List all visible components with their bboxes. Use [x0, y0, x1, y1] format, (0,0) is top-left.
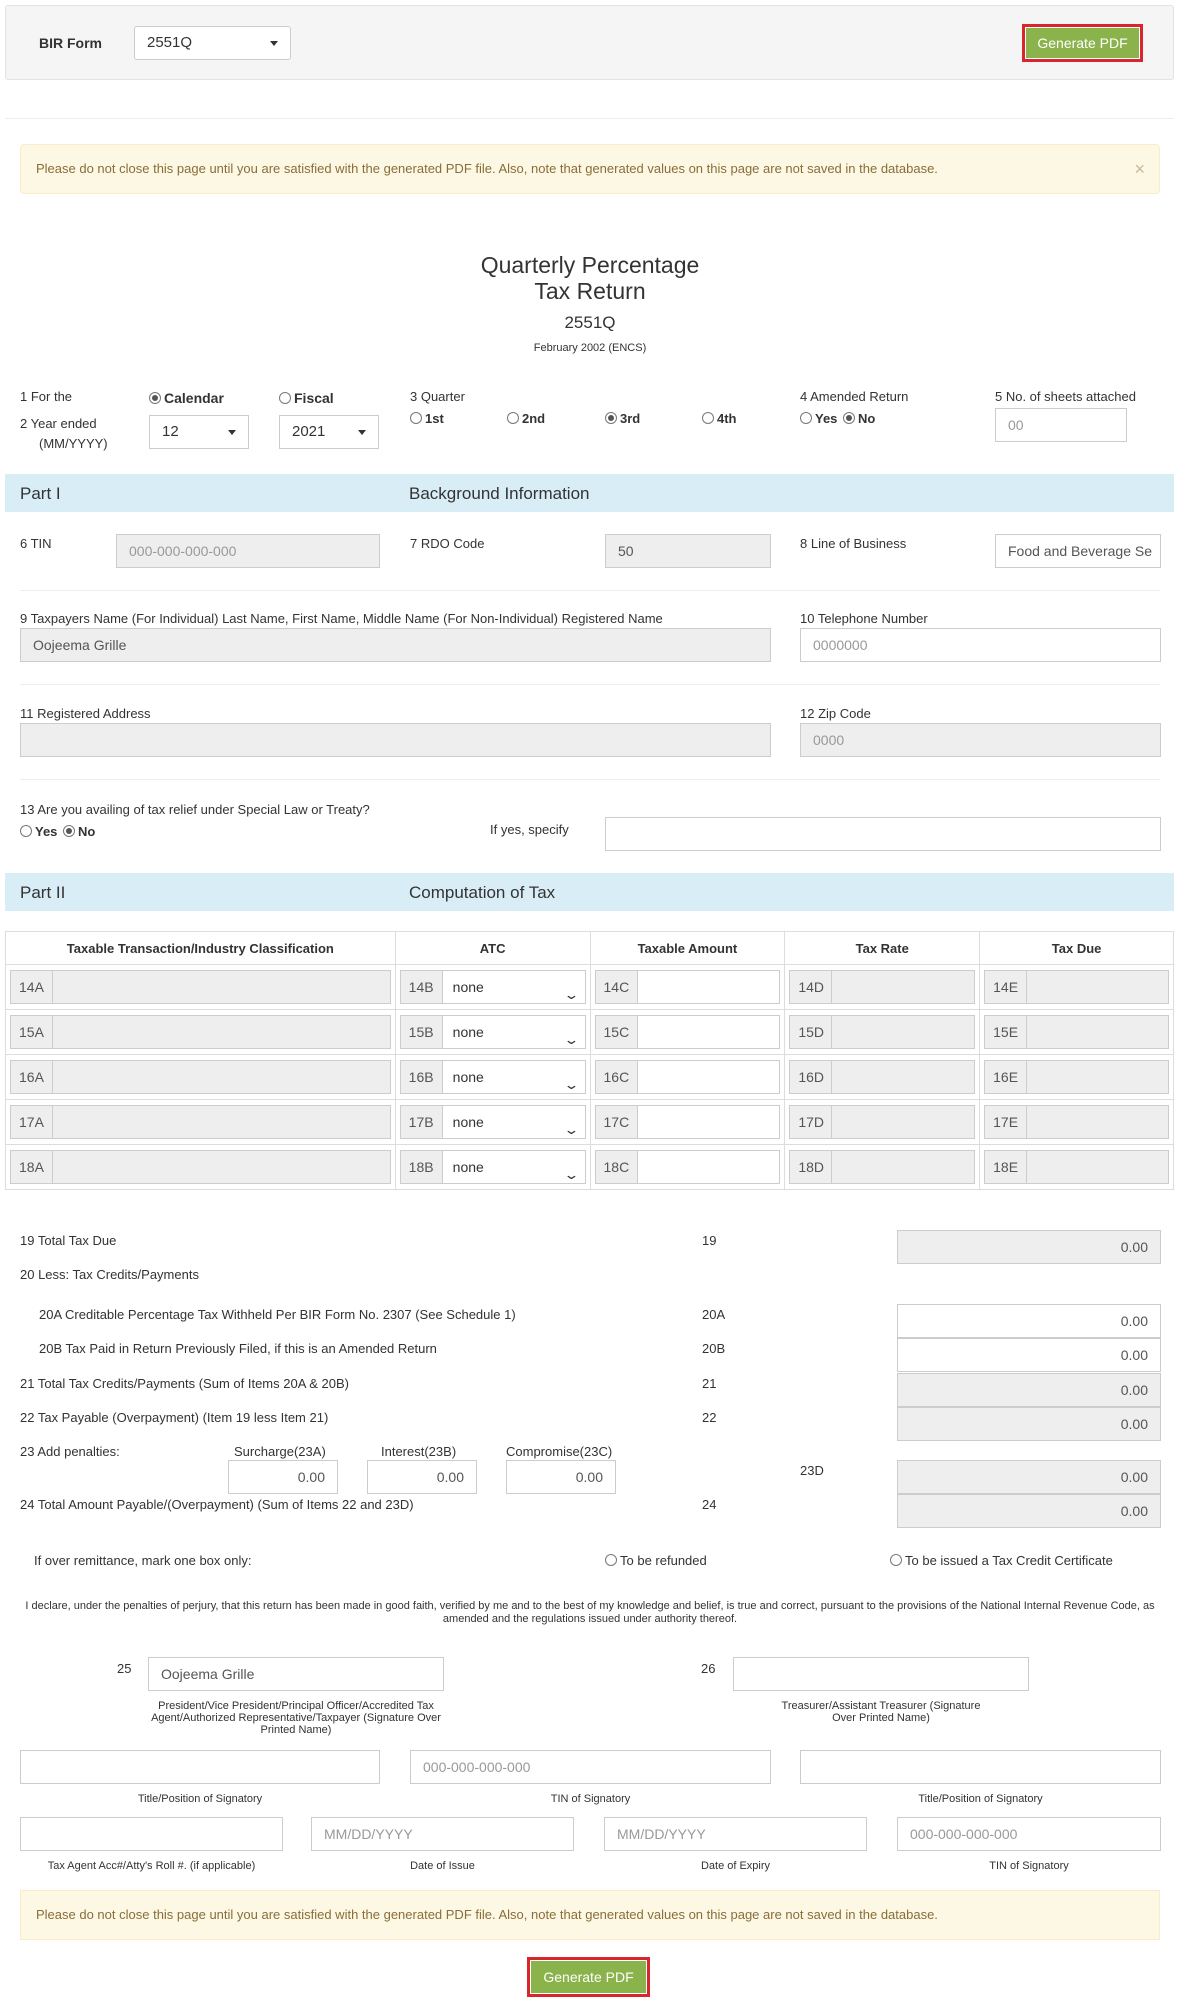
amended-return-label: 4 Amended Return	[800, 389, 909, 404]
sheets-input[interactable]: 00	[995, 408, 1127, 442]
item-code: 17E	[985, 1106, 1027, 1138]
total-tax-due-input[interactable]: 0.00	[897, 1230, 1161, 1264]
generate-pdf-button-bottom[interactable]: Generate PDF	[527, 1957, 650, 1997]
radio-checked-icon	[843, 412, 855, 424]
part1-title: Background Information	[409, 484, 590, 503]
item-code: 16B	[401, 1061, 443, 1093]
item-code: 18A	[11, 1151, 53, 1183]
table-row	[6, 1145, 1174, 1190]
part2-header	[5, 873, 1174, 911]
tax-due-input[interactable]	[1027, 1106, 1168, 1138]
yes-label: Yes	[815, 411, 838, 426]
taxable-amount-field[interactable]	[595, 970, 781, 1004]
chevron-down-icon: ⌄	[562, 1032, 580, 1047]
atc-select[interactable]	[443, 971, 585, 1003]
classification-input[interactable]	[53, 1151, 390, 1183]
quarter-3rd-radio[interactable]	[605, 411, 640, 426]
rdo-label: 7 RDO Code	[410, 536, 485, 551]
interest-label: Interest(23B)	[381, 1444, 457, 1459]
radio-icon	[702, 412, 714, 424]
year-format-label: (MM/YYYY)	[39, 436, 108, 451]
taxable-amount-field[interactable]	[595, 1150, 781, 1184]
item-code: 16A	[11, 1061, 53, 1093]
tcc-label: To be issued a Tax Credit Certificate	[905, 1553, 1113, 1568]
compromise-label: Compromise(23C)	[506, 1444, 613, 1459]
radio-icon	[279, 392, 291, 404]
item-24-number: 24	[702, 1497, 717, 1512]
item-20b-input[interactable]: 0.00	[897, 1338, 1161, 1372]
tax-due-field[interactable]	[984, 1015, 1169, 1049]
tax-rate-field[interactable]	[789, 1150, 975, 1184]
item-21-label: 21 Total Tax Credits/Payments (Sum of Items 20A & 20B)	[20, 1376, 350, 1391]
item-24-label: 24 Total Amount Payable/(Overpayment) (Sum of Items 22 and 23D)	[20, 1497, 414, 1512]
atc-value: none	[452, 1114, 484, 1130]
col-header-taxable-amount: Taxable Amount	[590, 932, 785, 965]
item-20a-number: 20A	[702, 1307, 726, 1322]
refund-radio[interactable]	[605, 1553, 707, 1568]
item-code: 17D	[790, 1106, 832, 1138]
atc-value: none	[452, 979, 484, 995]
divider	[20, 779, 1160, 780]
item-code: 14C	[596, 971, 638, 1003]
title-position-input-1[interactable]	[20, 1750, 380, 1784]
title-position-caption-2: Title/Position of Signatory	[918, 1793, 1043, 1805]
interest-input[interactable]: 0.00	[367, 1460, 477, 1494]
item-25-number: 25	[117, 1661, 132, 1676]
bir-form-value: 2551Q	[147, 34, 193, 51]
atc-select[interactable]	[443, 1106, 585, 1138]
atc-select[interactable]	[443, 1061, 585, 1093]
atc-select[interactable]	[443, 1151, 585, 1183]
item-code: 16C	[596, 1061, 638, 1093]
chevron-down-icon: ⌄	[562, 987, 580, 1002]
col-header-atc: ATC	[395, 932, 590, 965]
surcharge-input[interactable]: 0.00	[228, 1460, 338, 1494]
taxable-amount-field[interactable]	[595, 1060, 781, 1094]
tax-due-input[interactable]	[1027, 1016, 1168, 1048]
radio-icon	[410, 412, 422, 424]
taxable-amount-input[interactable]	[638, 1061, 780, 1093]
amended-yes-radio[interactable]	[800, 411, 837, 426]
tax-due-field[interactable]	[984, 1105, 1169, 1139]
col-header-tax-rate: Tax Rate	[785, 932, 980, 965]
item-code: 15E	[985, 1016, 1027, 1048]
sheets-label: 5 No. of sheets attached	[995, 389, 1136, 404]
radio-icon	[507, 412, 519, 424]
item-code: 18C	[596, 1151, 638, 1183]
line-of-business-input[interactable]: Food and Beverage Se	[995, 534, 1161, 568]
telephone-input[interactable]: 0000000	[800, 628, 1161, 662]
generate-pdf-button[interactable]: Generate PDF	[1022, 24, 1143, 62]
table-row	[6, 1100, 1174, 1145]
date-expiry-caption: Date of Expiry	[700, 1860, 771, 1872]
classification-input[interactable]	[53, 1016, 390, 1048]
compromise-input[interactable]: 0.00	[506, 1460, 616, 1494]
table-row	[6, 1055, 1174, 1100]
title-position-caption-1: Title/Position of Signatory	[137, 1793, 263, 1805]
specify-input[interactable]	[605, 817, 1161, 851]
tax-due-field[interactable]	[984, 1060, 1169, 1094]
radio-checked-icon	[605, 412, 617, 424]
classification-input[interactable]	[53, 1106, 390, 1138]
divider	[20, 590, 1160, 591]
item-code: 14A	[11, 971, 53, 1003]
part2-label: Part II	[20, 883, 66, 902]
tax-due-input[interactable]	[1027, 1151, 1168, 1183]
year-ended-label: 2 Year ended	[20, 416, 97, 431]
classification-input[interactable]	[53, 971, 390, 1003]
item-24-input[interactable]: 0.00	[897, 1494, 1161, 1528]
taxable-amount-input[interactable]	[638, 1106, 780, 1138]
item-20b-label: 20B Tax Paid in Return Previously Filed, if this is an Amended Return	[39, 1341, 437, 1356]
date-expiry-input[interactable]: MM/DD/YYYY	[604, 1817, 867, 1851]
year-select[interactable]	[279, 415, 379, 449]
caret-down-icon	[358, 430, 366, 435]
item-26-number: 26	[701, 1661, 716, 1676]
atc-field[interactable]	[400, 1150, 586, 1184]
classification-field[interactable]	[10, 1015, 391, 1049]
divider	[20, 684, 1160, 685]
radio-checked-icon	[63, 825, 75, 837]
for-the-label: 1 For the	[20, 389, 73, 404]
month-value: 12	[162, 423, 179, 440]
computation-table	[5, 931, 1174, 1190]
yes-label: Yes	[35, 824, 58, 839]
address-input[interactable]	[20, 723, 771, 757]
item-code: 17C	[596, 1106, 638, 1138]
tin-signatory-input-1[interactable]: 000-000-000-000	[410, 1750, 771, 1784]
radio-checked-icon	[149, 392, 161, 404]
taxpayer-name-label: 9 Taxpayers Name (For Individual) Last Name, First Name, Middle Name (For Non-Individual) Registered Name	[20, 611, 663, 626]
refund-label: To be refunded	[620, 1553, 707, 1568]
tax-rate-input[interactable]	[832, 1016, 974, 1048]
telephone-label: 10 Telephone Number	[800, 611, 928, 626]
item-20b-number: 20B	[702, 1341, 726, 1356]
item-22-input[interactable]: 0.00	[897, 1407, 1161, 1441]
item-code: 15B	[401, 1016, 443, 1048]
form-number: 2551Q	[564, 313, 616, 332]
total-tax-due-label: 19 Total Tax Due	[20, 1233, 117, 1248]
item-code: 15C	[596, 1016, 638, 1048]
item-code: 16D	[790, 1061, 832, 1093]
q2-label: 2nd	[522, 411, 546, 426]
agent-acc-caption: Tax Agent Acc#/Atty's Roll #. (if applicable)	[47, 1860, 256, 1872]
item-code: 14D	[790, 971, 832, 1003]
item-code: 18D	[790, 1151, 832, 1183]
tax-rate-field[interactable]	[789, 1015, 975, 1049]
tax-due-input[interactable]	[1027, 1061, 1168, 1093]
penalties-label: 23 Add penalties:	[20, 1444, 120, 1459]
q3-label: 3rd	[620, 411, 641, 426]
notice-alert	[20, 144, 1160, 194]
divider	[5, 118, 1174, 119]
item-code: 14B	[401, 971, 443, 1003]
signatory-26-caption: Treasurer/Assistant Treasurer (Signature Over Printed Name)	[781, 1700, 981, 1724]
address-label: 11 Registered Address	[20, 706, 151, 721]
tin-signatory-input-2[interactable]: 000-000-000-000	[897, 1817, 1161, 1851]
tax-rate-input[interactable]	[832, 1061, 974, 1093]
month-select[interactable]	[149, 415, 249, 449]
atc-field[interactable]	[400, 970, 586, 1004]
line-of-business-label: 8 Line of Business	[800, 536, 907, 551]
taxable-amount-field[interactable]	[595, 1015, 781, 1049]
item-21-input[interactable]: 0.00	[897, 1373, 1161, 1407]
classification-field[interactable]	[10, 1060, 391, 1094]
signatory-25-caption: President/Vice President/Principal Officer/Accredited Tax Agent/Authorized Representative/Taxpayer (Signature Over Printed Name)	[151, 1700, 441, 1736]
item-code: 15D	[790, 1016, 832, 1048]
chevron-down-icon: ⌄	[562, 1077, 580, 1092]
taxpayer-name-input[interactable]: Oojeema Grille	[20, 628, 771, 662]
quarter-label: 3 Quarter	[410, 389, 465, 404]
item-19-number: 19	[702, 1233, 717, 1248]
taxable-amount-field[interactable]	[595, 1105, 781, 1139]
date-issue-caption: Date of Issue	[410, 1860, 475, 1872]
table-row	[6, 965, 1174, 1010]
caret-down-icon	[270, 41, 278, 46]
classification-input[interactable]	[53, 1061, 390, 1093]
atc-field[interactable]	[400, 1060, 586, 1094]
atc-value: none	[452, 1159, 484, 1175]
part1-header	[5, 474, 1174, 512]
item-22-number: 22	[702, 1410, 717, 1425]
rdo-input[interactable]: 50	[605, 534, 771, 568]
zip-label: 12 Zip Code	[800, 706, 871, 721]
item-code: 14E	[985, 971, 1027, 1003]
tax-rate-input[interactable]	[832, 971, 974, 1003]
atc-field[interactable]	[400, 1015, 586, 1049]
tax-due-field[interactable]	[984, 1150, 1169, 1184]
atc-select[interactable]	[443, 1016, 585, 1048]
item-23d-input[interactable]: 0.00	[897, 1460, 1161, 1494]
item-23d-number: 23D	[800, 1463, 824, 1478]
toolbar	[5, 5, 1174, 80]
quarter-1st-radio[interactable]	[410, 411, 444, 426]
item-21-number: 21	[702, 1376, 717, 1391]
item-code: 17B	[401, 1106, 443, 1138]
notice-text-bottom: Please do not close this page until you are satisfied with the generated PDF file. Also, note that generated values on this page are not saved in the database.	[36, 1907, 938, 1922]
notice-alert-bottom	[20, 1890, 1160, 1940]
calendar-radio[interactable]	[149, 390, 224, 406]
table-row	[6, 1010, 1174, 1055]
tax-rate-field[interactable]	[789, 1105, 975, 1139]
atc-value: none	[452, 1069, 484, 1085]
item-code: 17A	[11, 1106, 53, 1138]
no-label: No	[78, 824, 96, 839]
tax-relief-label: 13 Are you availing of tax relief under Special Law or Treaty?	[20, 802, 370, 817]
tin-signatory-caption-1: TIN of Signatory	[550, 1793, 631, 1805]
surcharge-label: Surcharge(23A)	[234, 1444, 326, 1459]
tin-input[interactable]: 000-000-000-000	[116, 534, 380, 568]
tax-rate-input[interactable]	[832, 1106, 974, 1138]
item-code: 18B	[401, 1151, 443, 1183]
tax-due-field[interactable]	[984, 970, 1169, 1004]
atc-field[interactable]	[400, 1105, 586, 1139]
atc-value: none	[452, 1024, 484, 1040]
no-label: No	[858, 411, 876, 426]
item-20a-label: 20A Creditable Percentage Tax Withheld Per BIR Form No. 2307 (See Schedule 1)	[39, 1307, 516, 1322]
classification-field[interactable]	[10, 1105, 391, 1139]
item-code: 18E	[985, 1151, 1027, 1183]
calendar-label: Calendar	[164, 390, 224, 406]
classification-field[interactable]	[10, 970, 391, 1004]
amended-no-radio[interactable]	[843, 411, 875, 426]
radio-icon	[800, 412, 812, 424]
declaration-text: I declare, under the penalties of perjury, that this return has been made in good faith, verified by me and to the best of my knowledge and belief, is true and correct, pursuant to the provisions of the National Internal Revenue Code, as amended and the regulations issued under authority thereof.	[25, 1600, 1155, 1625]
item-code: 16E	[985, 1061, 1027, 1093]
agent-acc-input[interactable]	[20, 1817, 283, 1851]
tax-rate-field[interactable]	[789, 970, 975, 1004]
tin-signatory-caption-2: TIN of Signatory	[989, 1860, 1069, 1872]
title-position-input-2[interactable]	[800, 1750, 1161, 1784]
fiscal-radio[interactable]	[279, 390, 334, 406]
taxable-amount-input[interactable]	[638, 971, 780, 1003]
tax-rate-field[interactable]	[789, 1060, 975, 1094]
quarter-4th-radio[interactable]	[702, 411, 737, 426]
close-icon[interactable]: ×	[1134, 159, 1145, 179]
tin-label: 6 TIN	[20, 536, 52, 551]
chevron-down-icon: ⌄	[562, 1122, 580, 1137]
item-code: 15A	[11, 1016, 53, 1048]
notice-text: Please do not close this page until you are satisfied with the generated PDF file. Also, note that generated values on this page are not saved in the database.	[36, 161, 938, 176]
item-22-label: 22 Tax Payable (Overpayment) (Item 19 less Item 21)	[20, 1410, 329, 1425]
quarter-2nd-radio[interactable]	[507, 411, 545, 426]
radio-icon	[605, 1554, 617, 1566]
signatory-26-input[interactable]	[733, 1657, 1029, 1691]
fiscal-label: Fiscal	[294, 390, 334, 406]
caret-down-icon	[228, 430, 236, 435]
classification-field[interactable]	[10, 1150, 391, 1184]
radio-icon	[890, 1554, 902, 1566]
item-20a-input[interactable]: 0.00	[897, 1304, 1161, 1338]
col-header-tax-due: Tax Due	[980, 932, 1174, 965]
col-header-classification: Taxable Transaction/Industry Classification	[6, 932, 396, 965]
tax-rate-input[interactable]	[832, 1151, 974, 1183]
zip-input[interactable]: 0000	[800, 723, 1161, 757]
taxable-amount-input[interactable]	[638, 1151, 780, 1183]
title-line2: Tax Return	[534, 278, 646, 304]
chevron-down-icon: ⌄	[562, 1167, 580, 1182]
form-edition: February 2002 (ENCS)	[533, 342, 647, 354]
bir-form-select[interactable]	[134, 26, 291, 60]
date-issue-input[interactable]: MM/DD/YYYY	[311, 1817, 574, 1851]
signatory-25-input[interactable]: Oojeema Grille	[148, 1657, 444, 1691]
relief-no-radio[interactable]	[63, 824, 95, 839]
relief-yes-radio[interactable]	[20, 824, 57, 839]
form-title	[0, 252, 1180, 304]
specify-label: If yes, specify	[490, 822, 569, 837]
radio-icon	[20, 825, 32, 837]
part2-title: Computation of Tax	[409, 883, 556, 902]
taxable-amount-input[interactable]	[638, 1016, 780, 1048]
title-line1: Quarterly Percentage	[480, 252, 700, 278]
q1-label: 1st	[425, 411, 444, 426]
over-remittance-label: If over remittance, mark one box only:	[34, 1553, 252, 1568]
bir-form-label: BIR Form	[39, 35, 102, 51]
tax-due-input[interactable]	[1027, 971, 1168, 1003]
part1-label: Part I	[20, 484, 61, 503]
year-value: 2021	[292, 423, 326, 440]
tcc-radio[interactable]	[890, 1553, 1113, 1568]
q4-label: 4th	[717, 411, 737, 426]
tax-credits-label: 20 Less: Tax Credits/Payments	[20, 1267, 199, 1282]
